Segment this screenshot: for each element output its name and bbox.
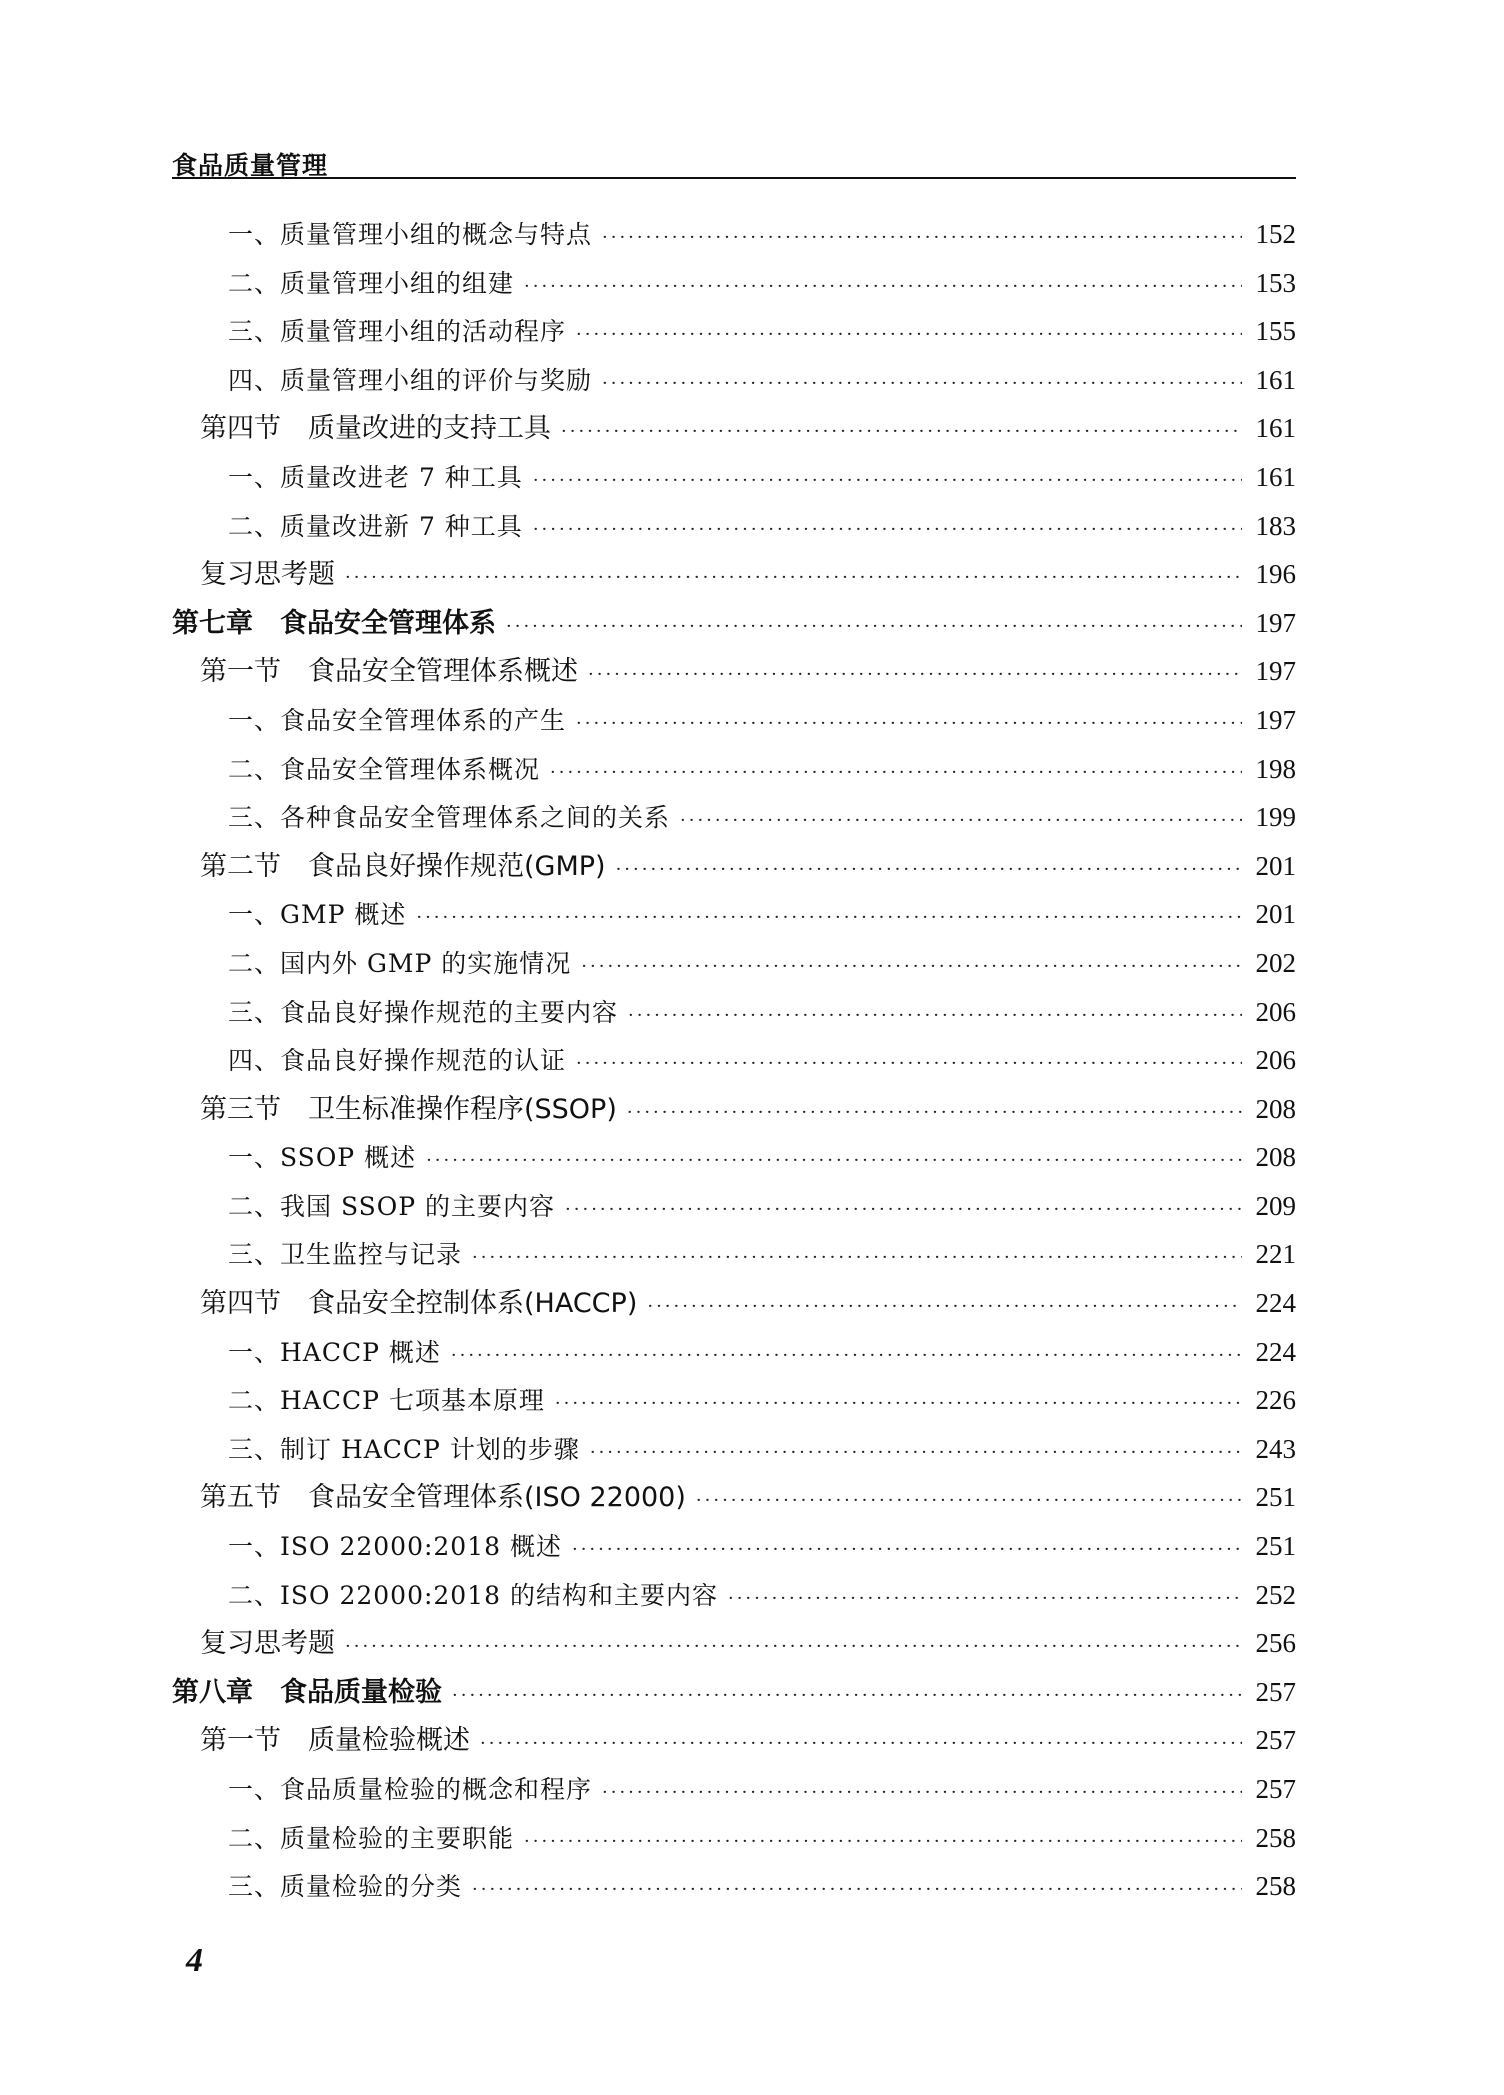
toc-entry-title: 一、HACCP 概述 [228, 1337, 441, 1367]
toc-entry-item [172, 210, 1296, 259]
dot-leader [561, 408, 1242, 457]
toc-entry-page-number: 197 [1255, 607, 1296, 638]
toc-entry-page-number: 208 [1255, 1142, 1296, 1173]
dot-leader [602, 360, 1242, 409]
dot-leader [451, 1332, 1242, 1381]
toc-entry-item [172, 1862, 1296, 1911]
toc-entry-page-number: 201 [1255, 850, 1296, 881]
toc-entry-page-number: 224 [1255, 1288, 1296, 1319]
toc-entry-title: 一、质量改进老 7 种工具 [228, 462, 523, 492]
toc-entry-page-number: 251 [1255, 1531, 1296, 1562]
dot-leader [680, 797, 1242, 846]
toc-entry-section [172, 404, 1296, 453]
toc-entry-title: 复习思考题 [200, 559, 335, 591]
dot-leader [628, 992, 1242, 1041]
toc-entry-page-number: 155 [1255, 316, 1296, 347]
toc-entry-item [172, 1376, 1296, 1425]
toc-entry-title: 一、食品质量检验的概念和程序 [228, 1775, 593, 1804]
toc-entry-item [172, 1182, 1296, 1231]
toc-entry-item [172, 259, 1296, 308]
toc-entry-title: 二、质量管理小组的组建 [228, 268, 515, 298]
dot-leader [524, 1818, 1242, 1867]
toc-entry-page-number: 257 [1255, 1774, 1296, 1804]
toc-entry-page-number: 201 [1255, 899, 1296, 930]
toc-entry-page-number: 198 [1255, 753, 1296, 784]
toc-entry-title: 三、各种食品安全管理体系之间的关系 [228, 803, 671, 833]
toc-entry-page-number: 208 [1255, 1093, 1296, 1124]
toc-entry-title: 第七章 食品安全管理体系 [172, 607, 496, 639]
toc-entry-title: 第五节 食品安全管理体系(ISO 22000) [200, 1482, 686, 1514]
toc-entry-title: 第三节 卫生标准操作程序(SSOP) [200, 1093, 617, 1125]
dot-leader [572, 1526, 1242, 1575]
toc-entry-page-number: 161 [1255, 461, 1296, 492]
dot-leader [627, 1089, 1242, 1138]
toc-entry-section [172, 1716, 1296, 1765]
toc-entry-item [172, 939, 1296, 988]
toc-entry-page-number: 252 [1255, 1579, 1296, 1610]
running-header-title: 食品质量管理 [172, 151, 329, 180]
toc-entry-section [172, 1085, 1296, 1134]
toc-entry-title: 第一节 食品安全管理体系概述 [200, 656, 578, 688]
toc-entry-title: 二、HACCP 七项基本原理 [228, 1386, 545, 1416]
toc-entry-page-number: 226 [1255, 1385, 1296, 1416]
toc-entry-section [172, 1473, 1296, 1522]
toc-entry-page-number: 257 [1255, 1725, 1296, 1756]
toc-entry-title: 二、我国 SSOP 的主要内容 [228, 1191, 556, 1221]
dot-leader [576, 311, 1242, 360]
toc-entry-chapter [172, 599, 1296, 648]
toc-entry-title: 三、质量管理小组的活动程序 [228, 317, 567, 347]
toc-entry-page-number: 221 [1255, 1239, 1296, 1270]
dot-leader [555, 1380, 1242, 1429]
toc-entry-item [172, 1522, 1296, 1571]
toc-entry-title: 一、质量管理小组的概念与特点 [228, 220, 593, 249]
toc-entry-title: 二、ISO 22000:2018 的结构和主要内容 [228, 1580, 718, 1610]
toc-entry-page-number: 153 [1255, 267, 1296, 298]
toc-entry-item [172, 453, 1296, 502]
dot-leader [550, 749, 1242, 798]
toc-entry-title: 四、质量管理小组的评价与奖励 [228, 365, 593, 395]
toc-entry-title: 第一节 质量检验概述 [200, 1725, 470, 1757]
dot-leader [647, 1283, 1242, 1332]
dot-leader [590, 1429, 1242, 1478]
dot-leader [602, 1769, 1242, 1818]
toc-entry-page-number: 206 [1255, 1045, 1296, 1076]
toc-entry-title: 复习思考题 [200, 1628, 335, 1660]
toc-entry-item [172, 1425, 1296, 1474]
toc-entry-page-number: 183 [1255, 510, 1296, 541]
toc-entry-item [172, 1765, 1296, 1814]
dot-leader [345, 1623, 1242, 1672]
toc-entry-page-number: 152 [1255, 219, 1296, 249]
toc-entry-page-number: 258 [1255, 1822, 1296, 1853]
dot-leader [345, 554, 1242, 603]
toc-entry-title: 四、食品良好操作规范的认证 [228, 1046, 567, 1076]
toc-entry-title: 第四节 食品安全控制体系(HACCP) [200, 1288, 638, 1320]
toc-entry-item [172, 696, 1296, 745]
dot-leader [426, 1137, 1242, 1186]
toc-entry-page-number: 209 [1255, 1190, 1296, 1221]
dot-leader [472, 1866, 1242, 1915]
toc-entry-section [172, 1279, 1296, 1328]
dot-leader [728, 1575, 1242, 1624]
toc-entry-item [172, 1036, 1296, 1085]
toc-entry-page-number: 243 [1255, 1433, 1296, 1464]
toc-entry-item [172, 745, 1296, 794]
dot-leader [565, 1186, 1242, 1235]
toc-entry-chapter [172, 1668, 1296, 1717]
toc-entry-page-number: 196 [1255, 559, 1296, 590]
toc-entry-title: 二、质量检验的主要职能 [228, 1823, 515, 1853]
toc-entry-page-number: 224 [1255, 1336, 1296, 1367]
dot-leader [524, 263, 1242, 312]
toc-entry-page-number: 161 [1255, 413, 1296, 444]
toc-entry-page-number: 257 [1255, 1676, 1296, 1707]
toc-entry-item [172, 1328, 1296, 1377]
dot-leader [696, 1477, 1242, 1526]
toc-entry-item [172, 890, 1296, 939]
toc-entry-page-number: 202 [1255, 947, 1296, 978]
toc-entry-title: 二、质量改进新 7 种工具 [228, 511, 523, 541]
toc-entry-page-number: 197 [1255, 656, 1296, 687]
toc-entry-title: 三、卫生监控与记录 [228, 1240, 463, 1270]
toc-entry-item [172, 1814, 1296, 1863]
dot-leader [416, 894, 1242, 943]
toc-entry-title: 一、SSOP 概述 [228, 1143, 417, 1173]
toc-entry-item [172, 793, 1296, 842]
dot-leader [588, 651, 1242, 700]
dot-leader [602, 214, 1242, 263]
toc-entry-item [172, 988, 1296, 1037]
toc-entry-section [172, 550, 1296, 599]
toc-entry-page-number: 197 [1255, 704, 1296, 735]
toc-entry-title: 第二节 食品良好操作规范(GMP) [200, 850, 606, 882]
page-number: 4 [186, 1942, 203, 1979]
dot-leader [533, 457, 1242, 506]
toc-entry-page-number: 251 [1255, 1482, 1296, 1513]
dot-leader [616, 846, 1242, 895]
dot-leader [576, 1040, 1242, 1089]
dot-leader [472, 1234, 1242, 1283]
toc-entry-title: 二、食品安全管理体系概况 [228, 754, 541, 784]
toc-entry-section [172, 647, 1296, 696]
toc-entry-title: 一、食品安全管理体系的产生 [228, 705, 567, 735]
dot-leader [576, 700, 1242, 749]
toc-entry-item [172, 307, 1296, 356]
toc-entry-title: 第八章 食品质量检验 [172, 1676, 442, 1708]
toc-entry-section [172, 842, 1296, 891]
toc-entry-section [172, 1619, 1296, 1668]
toc-entry-item [172, 1571, 1296, 1620]
header-rule [172, 177, 1296, 179]
toc-entry-page-number: 206 [1255, 996, 1296, 1027]
toc-entry-title: 一、ISO 22000:2018 概述 [228, 1532, 562, 1562]
toc-entry-page-number: 161 [1255, 364, 1296, 395]
toc-entry-title: 第四节 质量改进的支持工具 [200, 413, 551, 445]
dot-leader [581, 943, 1242, 992]
toc-entry-title: 三、质量检验的分类 [228, 1872, 463, 1902]
toc-entry-page-number: 199 [1255, 802, 1296, 833]
toc-entry-item [172, 1230, 1296, 1279]
dot-leader [480, 1720, 1242, 1769]
dot-leader [506, 603, 1242, 652]
table-of-contents [172, 210, 1296, 1911]
toc-entry-title: 三、制订 HACCP 计划的步骤 [228, 1434, 580, 1464]
toc-entry-page-number: 258 [1255, 1871, 1296, 1902]
toc-entry-title: 二、国内外 GMP 的实施情况 [228, 948, 572, 978]
toc-entry-item [172, 1133, 1296, 1182]
toc-entry-item [172, 502, 1296, 551]
toc-entry-title: 三、食品良好操作规范的主要内容 [228, 997, 619, 1027]
toc-entry-item [172, 356, 1296, 405]
dot-leader [533, 506, 1242, 555]
toc-entry-page-number: 256 [1255, 1628, 1296, 1659]
toc-entry-title: 一、GMP 概述 [228, 900, 407, 930]
dot-leader [452, 1672, 1242, 1721]
